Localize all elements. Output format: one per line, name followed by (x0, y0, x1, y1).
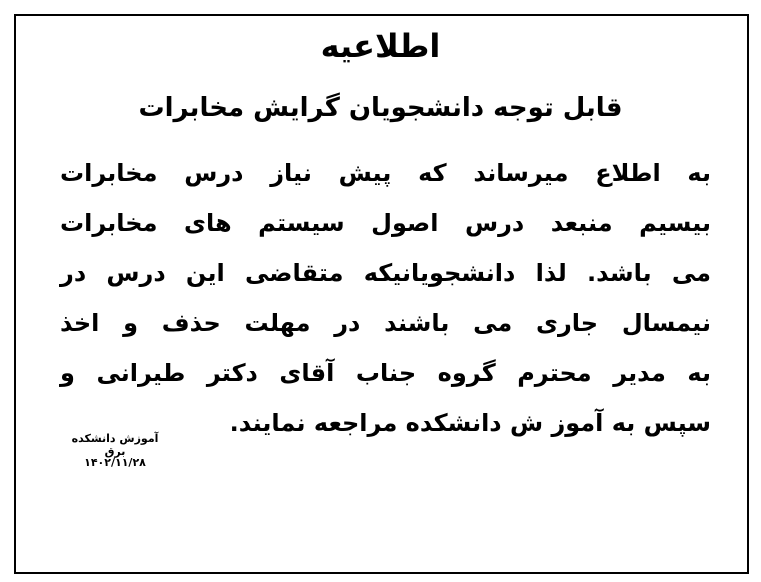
body-line: نیمسال جاری می باشند در مهلت حذف و اخذ (60, 309, 711, 337)
body-line: سپس به آموز ش دانشکده مراجعه نمایند. (229, 409, 711, 437)
notice-date: ۱۴۰۲/۱۱/۲۸ (84, 456, 146, 469)
notice-title: اطلاعیه (320, 27, 441, 65)
body-line: می باشد. لذا دانشجویانیکه متقاضی این درس در (60, 259, 711, 287)
notice-body (60, 148, 711, 448)
signature: آموزش دانشکده برق (71, 432, 159, 458)
body-line: به مدیر محترم گروه جناب آقای دکتر طیرانی و (60, 359, 711, 387)
body-line: بیسیم منبعد درس اصول سیستم های مخابرات (60, 209, 711, 237)
body-line: به اطلاع میرساند که پیش نیاز درس مخابرات (60, 159, 711, 187)
notice-subtitle: قابل توجه دانشجویان گرایش مخابرات (138, 93, 623, 123)
